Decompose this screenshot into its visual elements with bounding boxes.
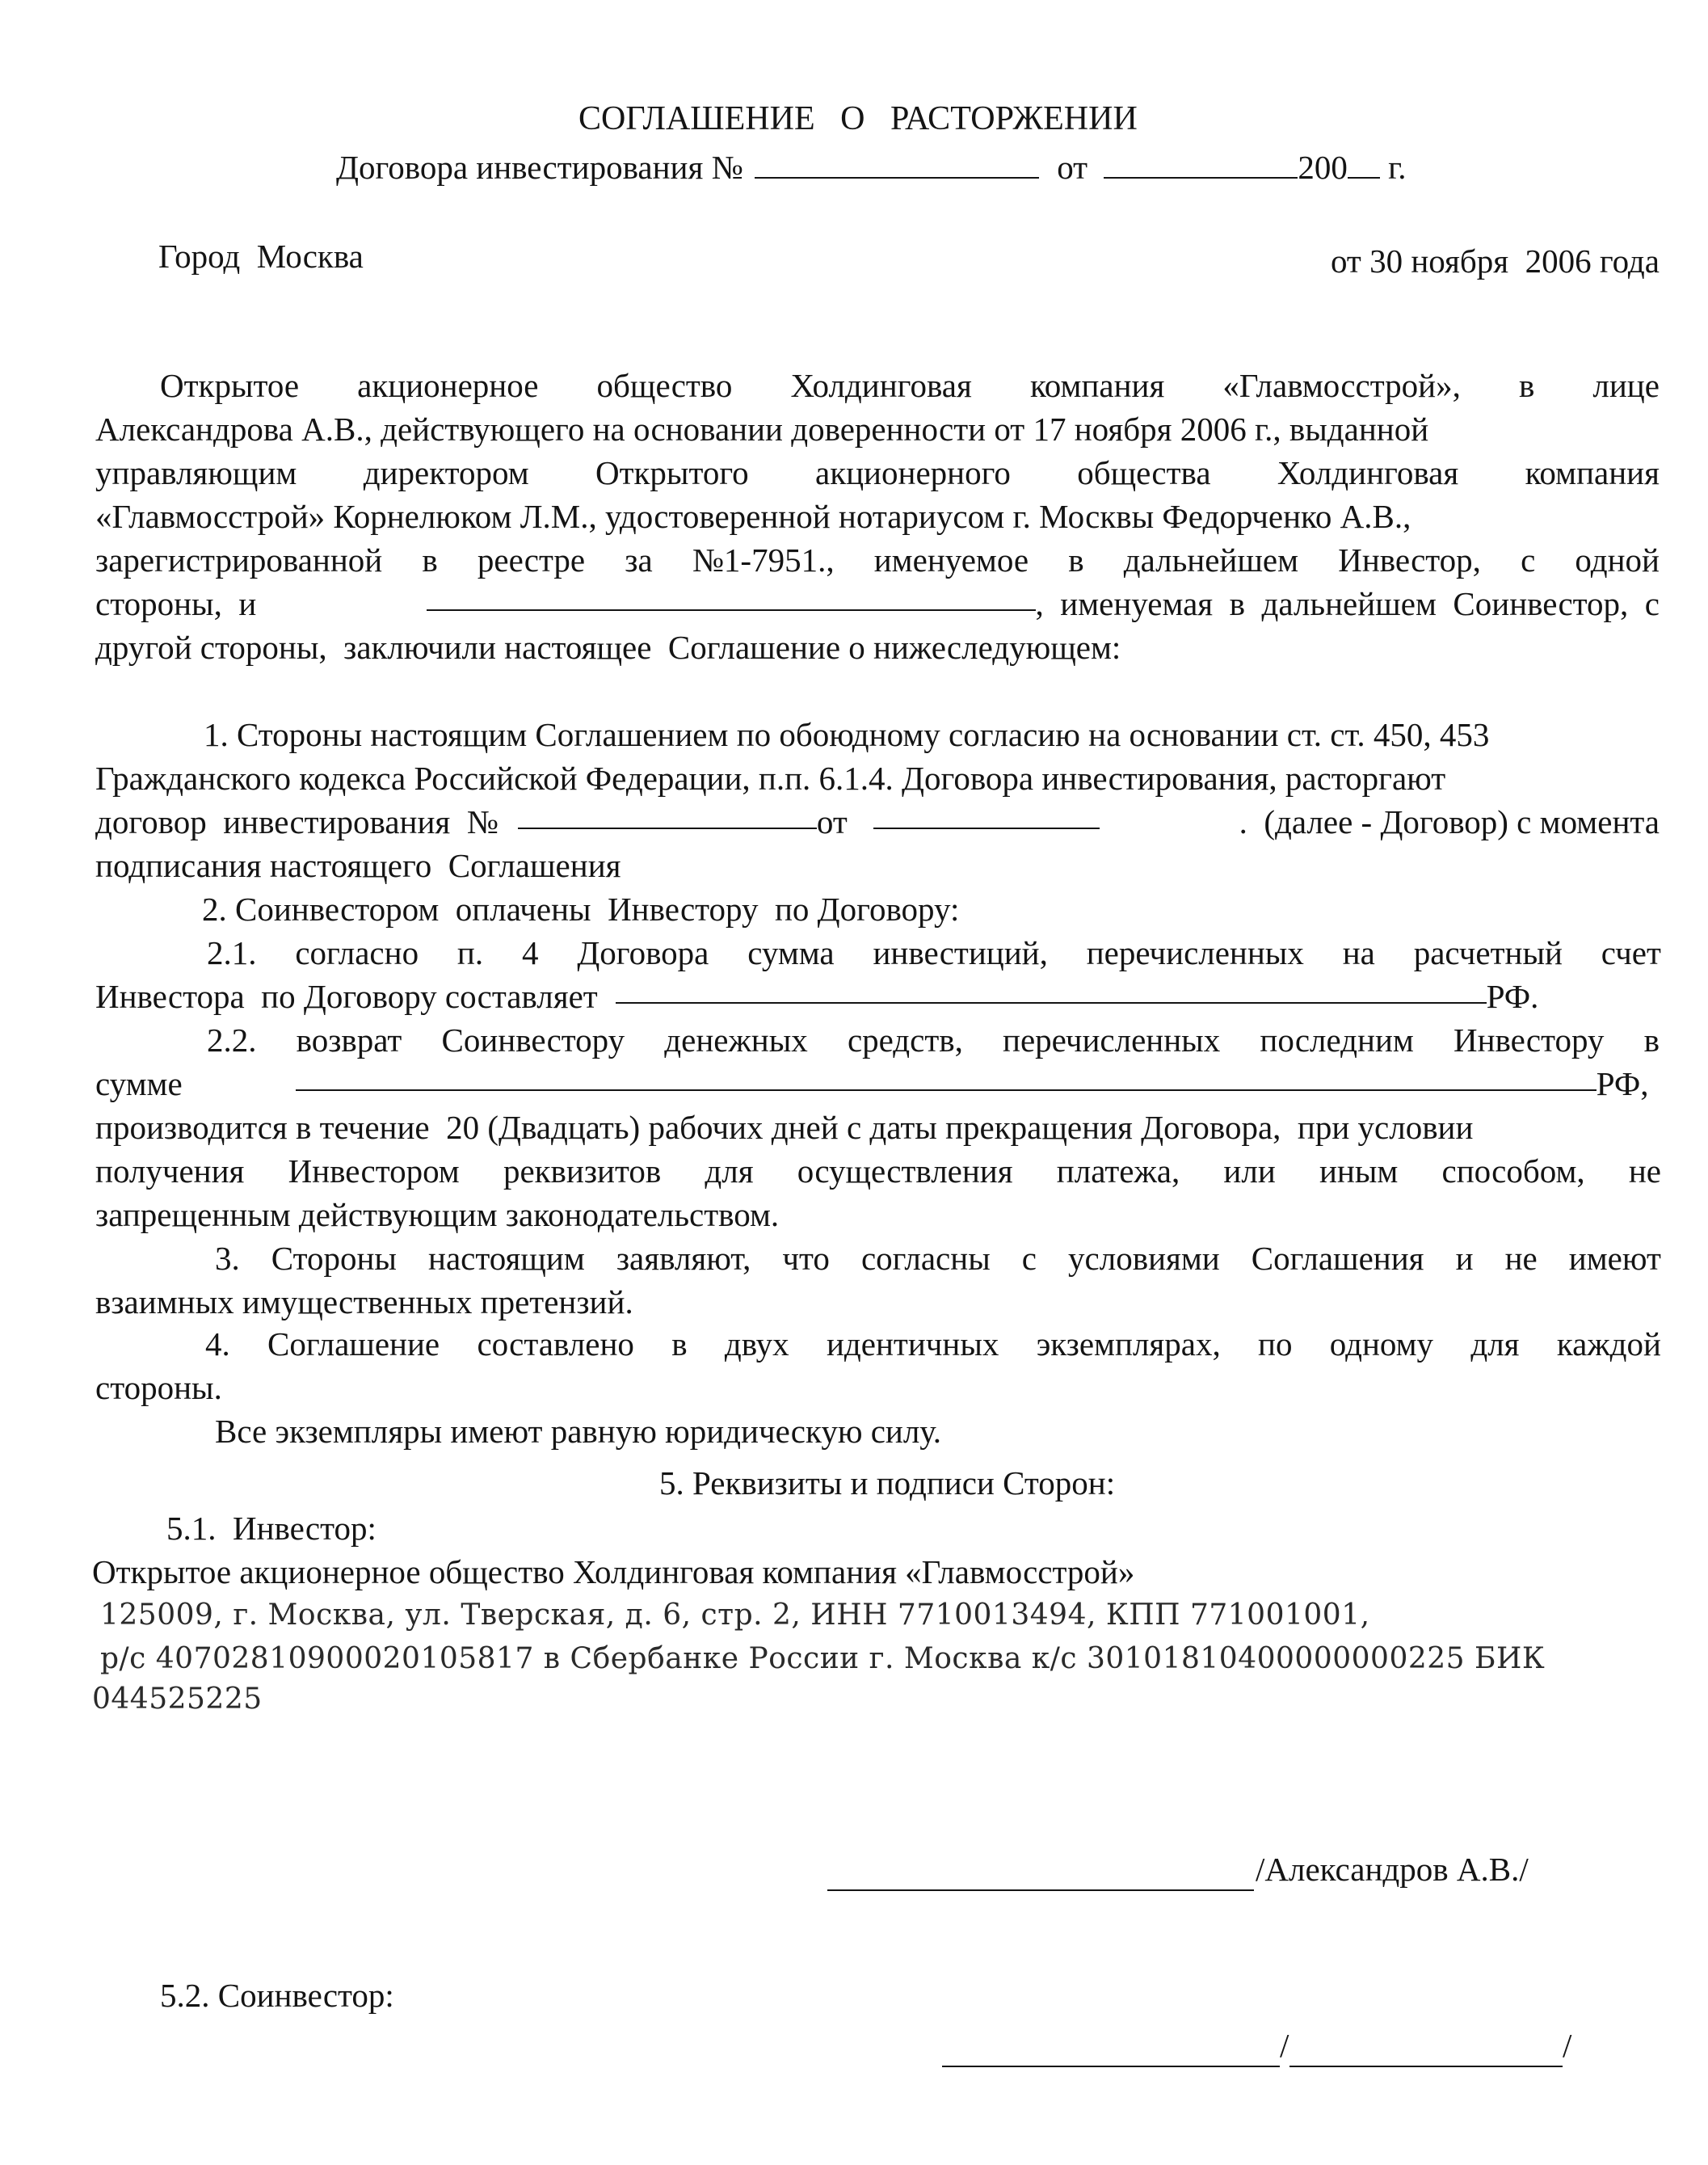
document-date: от 30 ноября 2006 года: [1330, 242, 1660, 280]
preamble-line-2: [95, 407, 1660, 451]
clause-1-line-2-text: Гражданского кодекса Российской Федерации, п.п. 6.1.4. Договора инвестирования, расторгают: [95, 760, 1446, 797]
preamble-line-5-word: одной: [1575, 541, 1660, 579]
preamble-line-3: [95, 451, 1660, 495]
contract-date-blank: [1104, 150, 1298, 179]
clause-2-1-line-1: [207, 931, 1661, 975]
clause-1-line-1: 1. Стороны настоящим Соглашением по обоюдному согласию на основании ст. ст. 450, 453: [204, 716, 1490, 753]
clause-2-2-line-1-word: денежных: [664, 1021, 808, 1059]
subtitle-prefix: Договора инвестирования №: [336, 149, 743, 186]
clause-2-1-line-1-word: инвестиций,: [873, 934, 1048, 971]
clause-2-2-currency: РФ,: [1596, 1065, 1649, 1102]
clause-4-line-2: стороны.: [95, 1369, 222, 1406]
clause-2-2-line-1-word: средств,: [847, 1021, 963, 1059]
clause-2-1-line-1-word: 4: [521, 934, 539, 971]
preamble-line-6: [95, 582, 1660, 625]
clause-2-2-line-4: [95, 1149, 1661, 1193]
clause-2-2-line-4-word: для: [705, 1152, 754, 1190]
clause-2-2-line-1-word: 2.2.: [207, 1021, 257, 1059]
preamble-line-5-word: реестре: [477, 541, 586, 579]
investor-bank-details: р/с 40702810900020105817 в Сбербанке России г. Москва к/с 30101810400000000225 БИК: [100, 1642, 1546, 1675]
clause-3-line-1-word: 3.: [215, 1240, 240, 1277]
preamble-line-7: другой стороны, заключили настоящее Соглашение о нижеследующем:: [95, 629, 1121, 666]
clause-1-number-blank: [518, 800, 817, 829]
clause-2-2-line-2: [95, 1062, 1648, 1106]
year-blank: [1348, 150, 1380, 179]
coinvestor-name-blank: [427, 582, 1036, 611]
subtitle-from: от: [1057, 149, 1088, 186]
clause-2-1-currency: РФ.: [1486, 978, 1539, 1015]
clause-2-2-line-1-word: последним: [1260, 1021, 1414, 1059]
preamble-line-5-word: №1-7951.,: [692, 541, 835, 579]
subtitle-year-suffix: г.: [1379, 149, 1407, 186]
clause-3-line-1-word: с: [1021, 1240, 1037, 1277]
preamble-line-1-word: акционерное: [357, 367, 539, 404]
preamble-line-5-word: дальнейшем: [1123, 541, 1299, 579]
subtitle-year: 200: [1298, 149, 1348, 186]
preamble-line-1-word: «Главмосстрой»,: [1222, 367, 1461, 404]
investor-label: 5.1. Инвестор:: [166, 1510, 377, 1547]
clause-1-line-2: [95, 756, 1660, 800]
clause-2-2-line-4-word: иным: [1319, 1152, 1399, 1190]
coinvestor-name-line: [1289, 2066, 1563, 2067]
coinvestor-separator-1: /: [1280, 2027, 1289, 2064]
clause-2-1-line-1-word: на: [1342, 934, 1375, 971]
clause-2-2-line-4-word: Инвестором: [288, 1152, 460, 1190]
clause-4-line-1: [205, 1322, 1661, 1366]
clause-2-2-line-4-word: платежа,: [1056, 1152, 1180, 1190]
investment-sum-blank: [616, 975, 1487, 1004]
clause-3-line-1-word: имеют: [1568, 1240, 1661, 1277]
clause-3-line-1-word: настоящим: [428, 1240, 585, 1277]
clause-3-line-2: взаимных имущественных претензий.: [95, 1283, 633, 1320]
preamble-line-5-word: Инвестор,: [1338, 541, 1481, 579]
clause-1-line-3-mid: от: [816, 803, 848, 840]
clause-2-2-line-5: запрещенным действующим законодательством.: [95, 1196, 780, 1233]
clause-3-line-1-word: Стороны: [271, 1240, 397, 1277]
clause-1-line-3-end: . (далее - Договор) с момента: [1239, 803, 1660, 840]
clause-2-2-line-4-word: или: [1223, 1152, 1276, 1190]
clause-2-2-line-2-start: сумме: [95, 1065, 183, 1102]
clause-2-2-line-4-word: реквизитов: [503, 1152, 662, 1190]
preamble-line-3-word: общества: [1077, 454, 1211, 491]
refund-sum-blank: [296, 1062, 1597, 1091]
coinvestor-signature-line: [942, 2066, 1280, 2067]
investor-signature-line: [827, 1889, 1254, 1891]
investor-name: Открытое акционерное общество Холдинговая компания «Главмосстрой»: [92, 1553, 1135, 1590]
preamble-line-5-word: именуемое: [873, 541, 1029, 579]
preamble-line-4-text: «Главмосстрой» Корнелюком Л.М., удостоверенной нотариусом г. Москвы Федорченко А.В.,: [95, 498, 1411, 535]
preamble-line-5: [95, 538, 1660, 582]
clause-2-2-line-3: [95, 1106, 1661, 1149]
city: Город Москва: [158, 238, 364, 275]
clause-4-line-1-word: каждой: [1556, 1325, 1661, 1363]
clause-2-2-line-1-word: возврат: [296, 1021, 402, 1059]
coinvestor-separator-2: /: [1563, 2027, 1572, 2064]
clause-2-2-line-1-word: в: [1643, 1021, 1660, 1059]
clause-4-line-1-word: идентичных: [826, 1325, 999, 1363]
clause-4-line-1-word: экземплярах,: [1036, 1325, 1221, 1363]
clause-2-1-line-1-word: Договора: [577, 934, 709, 971]
preamble-line-4: [95, 495, 1660, 538]
preamble-line-5-word: за: [625, 541, 653, 579]
clause-2-2-line-4-word: получения: [95, 1152, 245, 1190]
clause-2-1-line-1-word: сумма: [747, 934, 835, 971]
preamble-line-5-word: с: [1521, 541, 1536, 579]
clause-2-2-line-4-word: осуществления: [797, 1152, 1013, 1190]
clause-2-2-line-4-word: не: [1628, 1152, 1661, 1190]
clause-4-line-1-word: в: [671, 1325, 688, 1363]
clause-2-1-line-1-word: 2.1.: [207, 934, 257, 971]
clause-2-1-line-1-word: расчетный: [1413, 934, 1563, 971]
clause-3-line-1-word: и: [1455, 1240, 1474, 1277]
preamble-line-3-word: управляющим: [95, 454, 297, 491]
preamble-line-1-word: Холдинговая: [790, 367, 972, 404]
preamble-line-2-text: Александрова А.В., действующего на основании доверенности от 17 ноября 2006 г., выданной: [95, 411, 1429, 448]
preamble-line-1-word: общество: [596, 367, 733, 404]
investor-address: 125009, г. Москва, ул. Тверская, д. 6, стр. 2, ИНН 7710013494, КПП 771001001,: [100, 1598, 1370, 1632]
clause-3-line-1: [215, 1236, 1661, 1280]
clause-3-line-1-word: что: [782, 1240, 830, 1277]
clause-2-heading: 2. Соинвестором оплачены Инвестору по Договору:: [202, 891, 960, 928]
clause-1-line-3-start: договор инвестирования №: [95, 803, 499, 840]
clause-4-line-1-word: по: [1258, 1325, 1293, 1363]
clause-5-heading: 5. Реквизиты и подписи Сторон:: [659, 1464, 1116, 1502]
preamble-line-3-word: Открытого: [595, 454, 749, 491]
document-title: СОГЛАШЕНИЕ О РАСТОРЖЕНИИ: [578, 100, 1138, 137]
clause-2-2-line-1-word: Соинвестору: [441, 1021, 625, 1059]
investor-signer: /Александров А.В./: [1256, 1851, 1529, 1888]
preamble-line-3-word: компания: [1525, 454, 1660, 491]
investor-bik: 044525225: [92, 1683, 263, 1716]
clause-1-line-3: [95, 800, 1660, 844]
preamble-line-5-word: зарегистрированной: [95, 541, 383, 579]
preamble-line-1: [160, 364, 1660, 407]
clause-3-line-1-word: заявляют,: [616, 1240, 751, 1277]
clause-3-line-1-word: условиями: [1068, 1240, 1220, 1277]
clause-2-2-line-1: [207, 1018, 1660, 1062]
clause-1-line-4: подписания настоящего Соглашения: [95, 847, 621, 884]
preamble-line-6-start: стороны, и: [95, 585, 257, 622]
preamble-line-1-word: компания: [1029, 367, 1165, 404]
clause-4-line-1-word: 4.: [205, 1325, 230, 1363]
document-subtitle: [336, 145, 1407, 189]
clause-2-2-line-4-word: способом,: [1441, 1152, 1585, 1190]
clause-2-1-line-1-word: п.: [456, 934, 484, 971]
clause-2-1-line-2: [95, 975, 1538, 1018]
clause-3-line-1-word: согласны: [860, 1240, 991, 1277]
preamble-line-3-word: директором: [363, 454, 529, 491]
preamble-line-3-word: Холдинговая: [1277, 454, 1459, 491]
contract-number-blank: [755, 150, 1039, 179]
preamble-line-5-word: в: [1068, 541, 1084, 579]
clause-4-line-1-word: двух: [724, 1325, 789, 1363]
clause-4-line-1-word: для: [1470, 1325, 1520, 1363]
clause-3-line-1-word: Соглашения: [1251, 1240, 1424, 1277]
clause-4-line-3: Все экземпляры имеют равную юридическую силу.: [215, 1413, 941, 1450]
clause-2-1-line-1-word: счет: [1601, 934, 1661, 971]
coinvestor-label: 5.2. Соинвестор:: [160, 1977, 394, 2014]
preamble-line-1-word: Открытое: [160, 367, 300, 404]
preamble-line-3-word: акционерного: [815, 454, 1011, 491]
clause-2-2-line-1-word: перечисленных: [1003, 1021, 1221, 1059]
clause-2-1-line-2-start: Инвестора по Договору составляет: [95, 978, 598, 1015]
clause-4-line-1-word: одному: [1329, 1325, 1434, 1363]
clause-1-date-blank: [873, 800, 1100, 829]
preamble-line-6-end: , именуемая в дальнейшем Соинвестор, с: [1035, 585, 1660, 622]
preamble-line-1-word: лице: [1592, 367, 1660, 404]
clause-4-line-1-word: составлено: [477, 1325, 634, 1363]
clause-2-1-line-1-word: согласно: [295, 934, 419, 971]
clause-4-line-1-word: Соглашение: [267, 1325, 440, 1363]
clause-2-2-line-1-word: Инвестору: [1453, 1021, 1605, 1059]
clause-3-line-1-word: не: [1504, 1240, 1538, 1277]
preamble-line-5-word: в: [422, 541, 438, 579]
preamble-line-1-word: в: [1518, 367, 1535, 404]
clause-2-2-line-3-text: производится в течение 20 (Двадцать) рабочих дней с даты прекращения Договора, при условии: [95, 1109, 1474, 1146]
clause-2-1-line-1-word: перечисленных: [1086, 934, 1304, 971]
